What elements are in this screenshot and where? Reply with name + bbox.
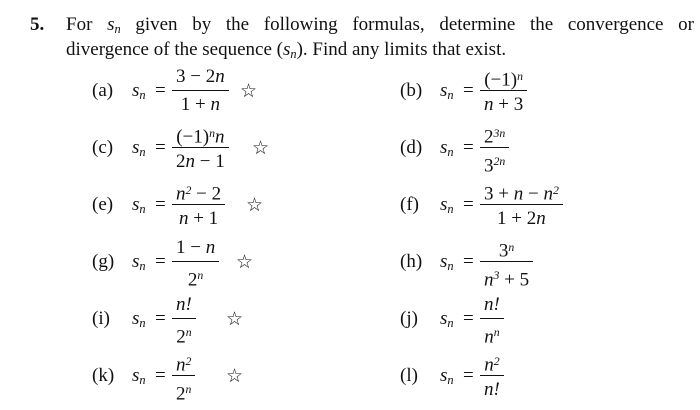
problem-item <box>400 292 690 348</box>
numerator: $n^2 - 2$ <box>176 183 222 205</box>
equals-sign: = <box>463 251 474 272</box>
sequence-symbol: $s_n$ <box>440 80 454 103</box>
sequence-symbol: $s_n$ <box>132 194 146 217</box>
problem-item <box>400 64 690 120</box>
numerator: $2^{3n}$ <box>484 126 506 148</box>
equals-sign: = <box>463 137 474 158</box>
fraction <box>172 349 195 405</box>
numerator: 3 − 2n <box>176 66 225 87</box>
equals-sign: = <box>155 365 166 386</box>
fraction <box>480 235 533 291</box>
star-icon: ☆ <box>246 194 264 216</box>
sequence-symbol: $s_n$ <box>132 80 146 103</box>
problem-label: (l) <box>400 365 418 386</box>
problem-label: (a) <box>92 80 114 101</box>
fraction <box>172 121 229 174</box>
equals-sign: = <box>155 194 166 215</box>
header-word: by <box>192 14 212 35</box>
sequence-symbol: $s_n$ <box>440 251 454 274</box>
problem-item <box>400 349 690 405</box>
star-icon: ☆ <box>236 251 254 273</box>
numerator: $(-1)^nn$ <box>176 126 225 148</box>
problem-item <box>92 349 382 405</box>
problem-item <box>400 121 690 177</box>
sequence-symbol: $s_n$ <box>440 308 454 331</box>
problem-item <box>92 64 382 120</box>
numerator: 1 − n <box>176 237 216 258</box>
denominator: 1 + 2n <box>497 208 546 230</box>
star-icon: ☆ <box>226 308 244 330</box>
header-word: determine <box>439 14 516 35</box>
problem-label: (i) <box>92 308 110 329</box>
sequence-symbol: $s_n$ <box>132 137 146 160</box>
numerator: n! <box>176 294 192 315</box>
denominator: 2n − 1 <box>176 151 225 173</box>
header-word: or <box>678 14 694 35</box>
header-line-2: divergence of the sequence $(s_n)$. Find any limits that exist. <box>66 39 507 62</box>
problem-label: (c) <box>92 137 114 158</box>
equals-sign: = <box>463 80 474 101</box>
denominator: n + 3 <box>484 94 524 116</box>
problem-item <box>92 178 382 234</box>
denominator: 1 + n <box>180 94 220 116</box>
denominator: $3^{2n}$ <box>484 155 506 177</box>
equals-sign: = <box>463 308 474 329</box>
sequence-symbol: $s_n$ <box>132 365 146 388</box>
header-word: convergence <box>567 14 664 35</box>
problem-label: (b) <box>400 80 423 101</box>
sequence-symbol: $s_n$ <box>132 308 146 331</box>
problem-label: (f) <box>400 194 419 215</box>
header-word: For <box>66 14 93 35</box>
fraction <box>480 349 504 402</box>
problem-label: (k) <box>92 365 115 386</box>
fraction <box>480 121 509 177</box>
equals-sign: = <box>155 80 166 101</box>
header-word: the <box>529 14 554 35</box>
numerator: $n^2$ <box>176 354 192 376</box>
star-icon: ☆ <box>240 80 258 102</box>
problem-item <box>92 235 382 291</box>
numerator: $n^2$ <box>484 354 500 376</box>
equals-sign: = <box>463 365 474 386</box>
problem-item <box>400 178 690 234</box>
problem-label: (g) <box>92 251 115 272</box>
denominator: n! <box>484 379 500 401</box>
denominator: n + 1 <box>178 208 219 230</box>
denominator: $n^n$ <box>484 326 500 348</box>
problem-item <box>92 292 382 348</box>
star-icon: ☆ <box>252 137 270 159</box>
sequence-symbol: $s_n$ <box>440 365 454 388</box>
header-s-sub-n: $s_n$ <box>107 14 121 37</box>
numerator: 3$^n$ <box>498 240 515 262</box>
equals-sign: = <box>155 308 166 329</box>
header-word: the <box>225 14 250 35</box>
numerator: $(-1)^n$ <box>484 69 523 91</box>
header-word: given <box>135 14 178 35</box>
star-icon: ☆ <box>226 365 244 387</box>
denominator: 2$^n$ <box>176 383 192 405</box>
denominator: 2$^n$ <box>187 269 204 291</box>
equals-sign: = <box>463 194 474 215</box>
problem-label: (j) <box>400 308 418 329</box>
fraction <box>480 64 527 117</box>
header-word: following <box>263 14 338 35</box>
sequence-symbol: $s_n$ <box>440 194 454 217</box>
equals-sign: = <box>155 251 166 272</box>
header-word: formulas, <box>352 14 425 35</box>
fraction <box>480 178 563 231</box>
equals-sign: = <box>155 137 166 158</box>
numerator: n! <box>484 294 500 315</box>
problem-label: (e) <box>92 194 114 215</box>
problem-label: (h) <box>400 251 423 272</box>
fraction <box>480 292 504 348</box>
problem-number: 5. <box>30 14 45 35</box>
denominator: 2$^n$ <box>176 326 192 348</box>
sequence-symbol: $s_n$ <box>132 251 146 274</box>
fraction <box>172 235 219 291</box>
fraction <box>172 178 225 231</box>
denominator: $n^3 + 5$ <box>484 269 530 291</box>
fraction <box>172 292 196 348</box>
problem-item <box>400 235 690 291</box>
fraction <box>172 64 229 117</box>
sequence-symbol: $s_n$ <box>440 137 454 160</box>
problem-label: (d) <box>400 137 423 158</box>
problem-item <box>92 121 382 177</box>
numerator: $3 + n - n^2$ <box>484 183 559 205</box>
